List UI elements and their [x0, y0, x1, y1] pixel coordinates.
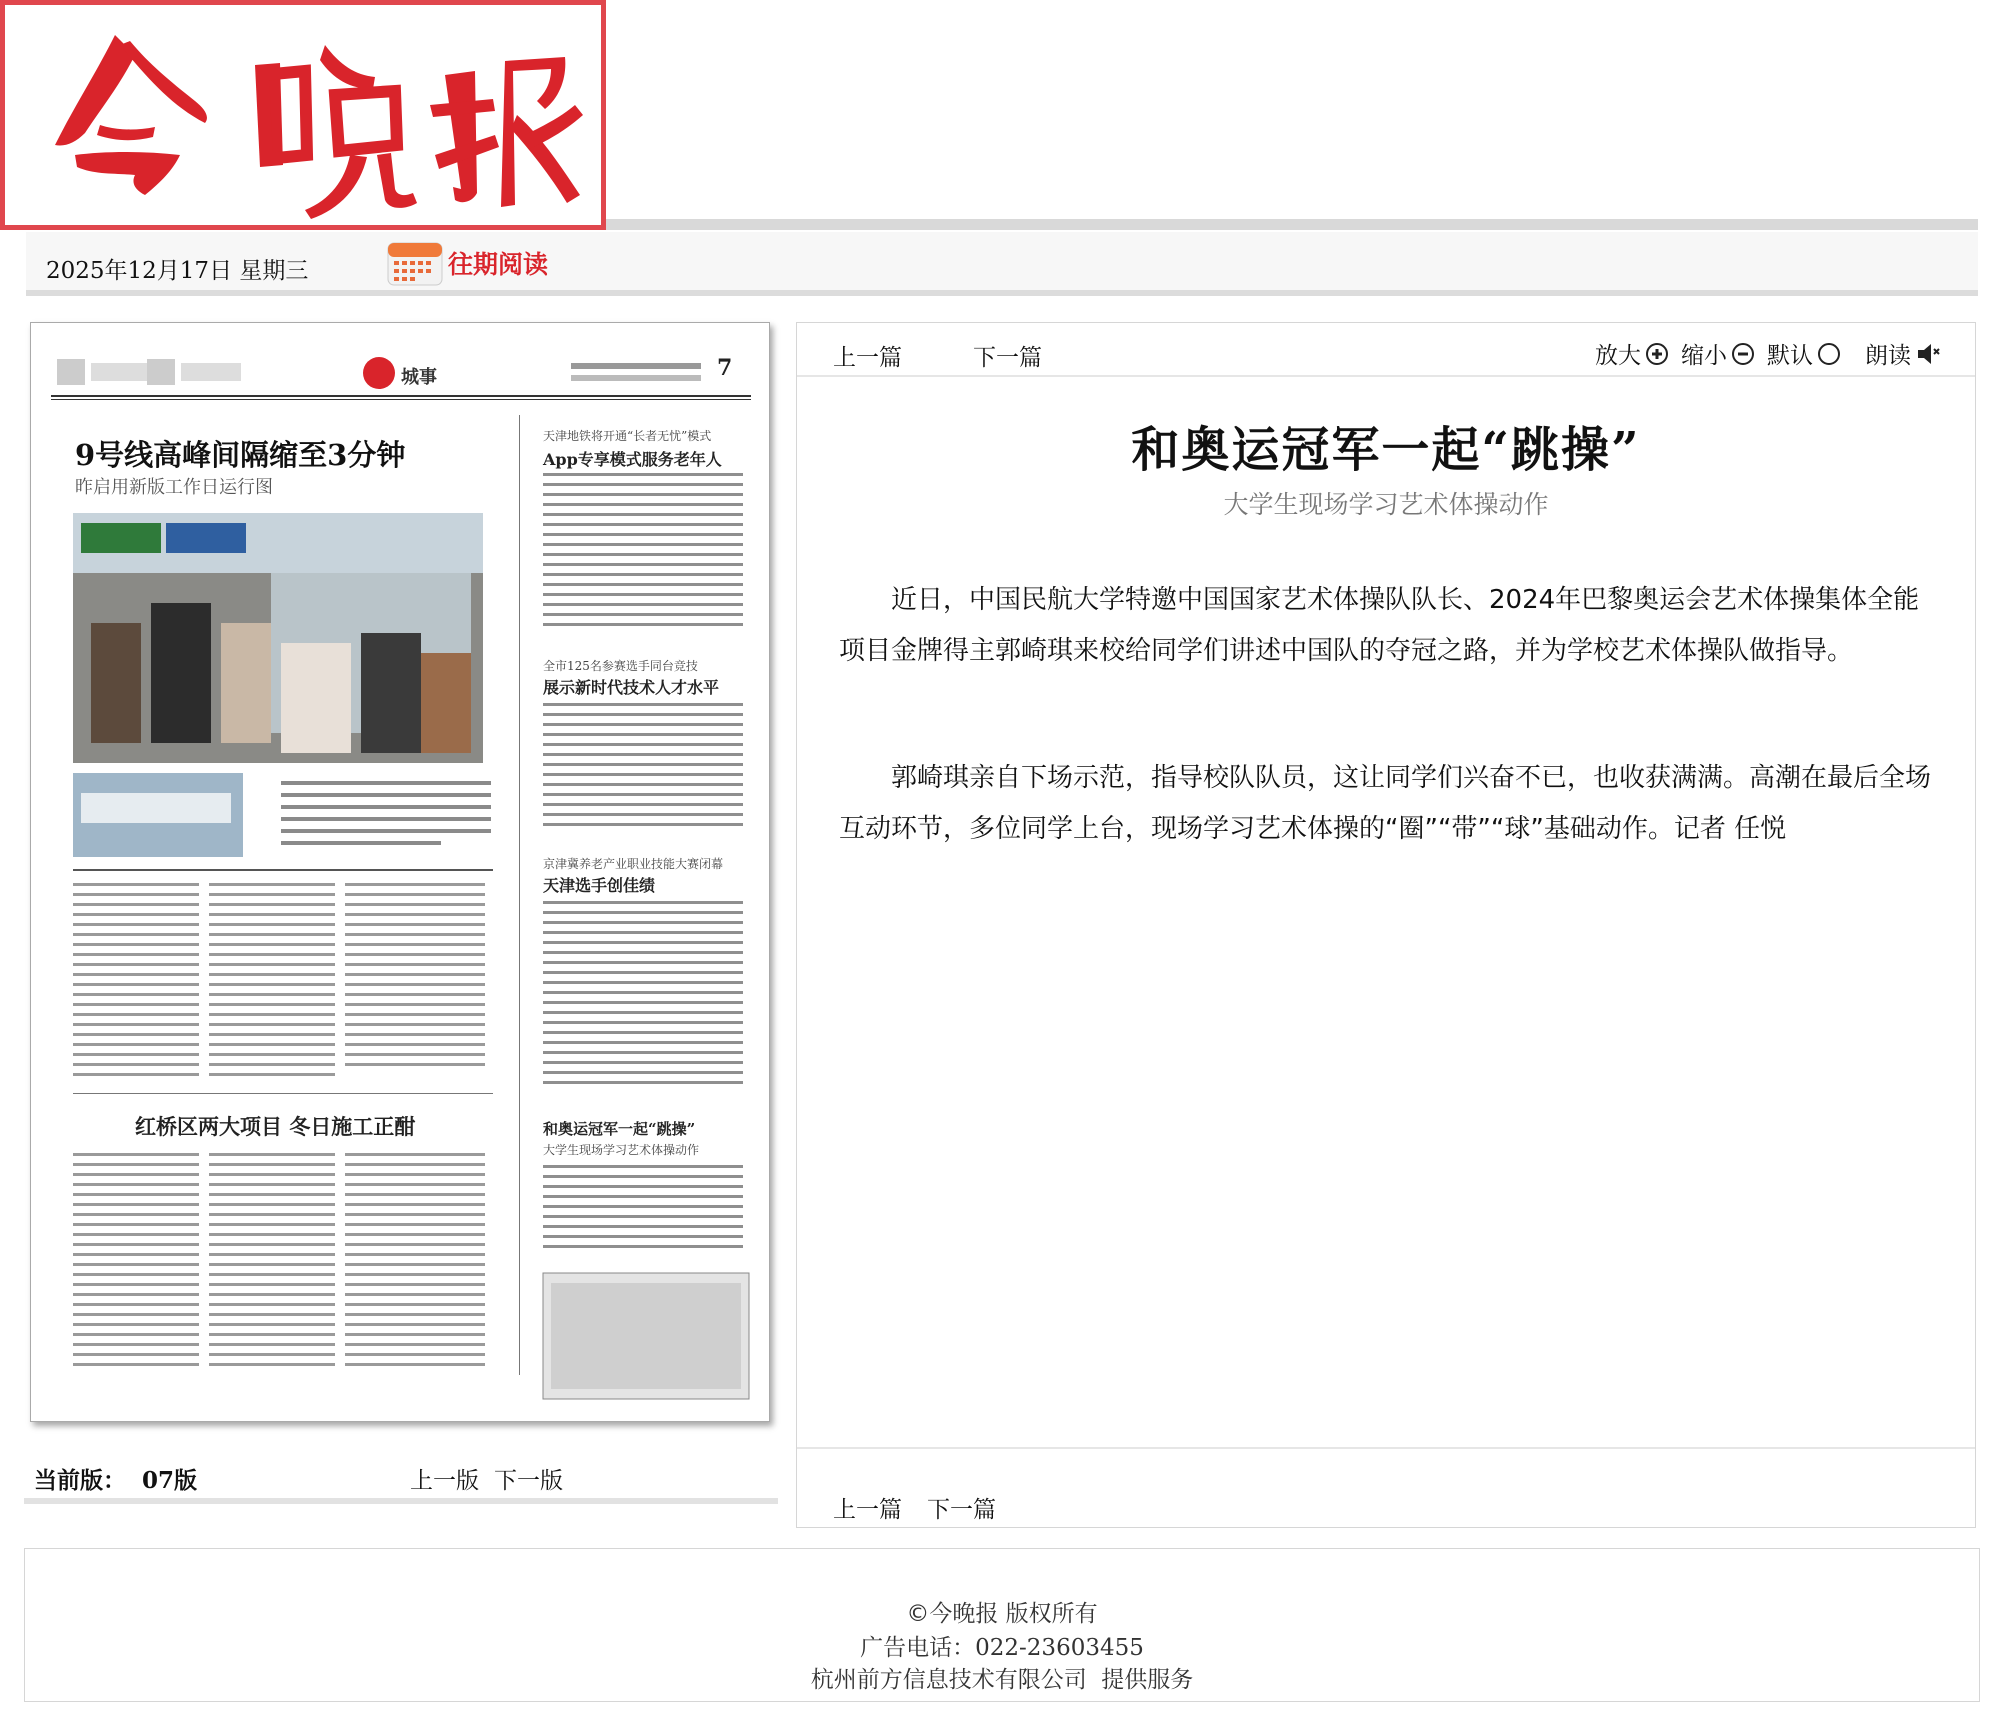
ad-phone-text: 广告电话：022-23603455	[860, 1635, 1144, 1661]
calendar-icon	[386, 239, 444, 287]
speaker-icon	[1915, 341, 1941, 367]
prev-article-link-bottom[interactable]: 上一篇	[833, 1497, 902, 1523]
zoom-out-button[interactable]	[1681, 337, 1755, 370]
zoom-out-label: 缩小	[1681, 343, 1727, 369]
zoom-in-button[interactable]	[1595, 337, 1669, 370]
next-edition-link[interactable]: 下一版	[494, 1468, 563, 1494]
circle-icon	[1817, 342, 1841, 366]
edition-bar	[24, 1448, 778, 1504]
issue-date: 2025年12月17日 星期三	[46, 258, 309, 284]
section-logo-icon	[363, 357, 395, 389]
qr-code-icon	[147, 359, 175, 385]
np-side-title-4[interactable]: 和奥运冠军一起“跳操”	[543, 1120, 696, 1138]
np-side-title-1[interactable]: App专享模式服务老年人	[543, 450, 722, 469]
article-bottom-nav	[797, 1447, 1975, 1529]
masthead-divider	[606, 219, 1978, 230]
read-aloud-button[interactable]	[1865, 337, 1941, 370]
article-toolbar	[797, 323, 1975, 377]
archive-label: 往期阅读	[448, 250, 549, 279]
np-side-kicker-3: 京津冀养老产业职业技能大赛闭幕	[543, 857, 724, 871]
np-side-kicker-1: 天津地铁将开通“长者无忧”模式	[543, 429, 712, 443]
prev-edition-link[interactable]: 上一版	[410, 1468, 479, 1494]
reset-size-button[interactable]	[1767, 337, 1841, 370]
minus-circle-icon	[1731, 342, 1755, 366]
np-side-title-3[interactable]: 天津选手创佳绩	[543, 876, 656, 895]
np-main-headline[interactable]: 9号线高峰间隔缩至3分钟	[75, 438, 406, 472]
current-edition-label: 当前版： 07版	[34, 1467, 198, 1494]
newspaper-page-image[interactable]	[30, 322, 770, 1422]
prev-article-link[interactable]: 上一篇	[833, 345, 902, 371]
newspaper-logo-calligraphy	[5, 5, 601, 225]
date-bar	[26, 232, 1978, 296]
article-subtitle: 大学生现场学习艺术体操动作	[1223, 490, 1549, 519]
article-title: 和奥运冠军一起“跳操”	[1131, 422, 1641, 478]
qr-code-icon	[57, 359, 85, 385]
article-paragraph: 郭崎琪亲自下场示范，指导校队队员，这让同学们兴奋不已，也收获满满。高潮在最后全场互动环节，多位同学上台，现场学习艺术体操的“圈”“带”“球”基础动作。记者 任悦	[839, 763, 1932, 844]
article-panel	[796, 322, 1976, 1528]
np-side-title-2[interactable]: 展示新时代技术人才水平	[543, 678, 720, 697]
zoom-in-label: 放大	[1595, 343, 1641, 369]
next-article-link-bottom[interactable]: 下一篇	[927, 1497, 996, 1523]
np-section-name: 城事	[401, 367, 437, 388]
np-side-kicker-2: 全市125名参赛选手同台竞技	[543, 659, 698, 673]
np-bottom-headline[interactable]: 红桥区两大项目 冬日施工正酣	[135, 1114, 416, 1139]
archive-link[interactable]	[386, 238, 548, 288]
next-article-link[interactable]: 下一篇	[973, 345, 1042, 371]
np-page-number: 7	[717, 355, 733, 381]
read-aloud-label: 朗读	[1865, 343, 1911, 369]
copyright-text: ©今晚报 版权所有	[906, 1601, 1098, 1627]
np-side-kicker-4: 大学生现场学习艺术体操动作	[543, 1143, 700, 1157]
plus-circle-icon	[1645, 342, 1669, 366]
np-main-subheadline: 昨启用新版工作日运行图	[75, 477, 273, 498]
reset-label: 默认	[1767, 343, 1813, 369]
logo[interactable]	[0, 0, 606, 230]
footer	[24, 1548, 1980, 1702]
article-paragraph: 近日，中国民航大学特邀中国国家艺术体操队队长、2024年巴黎奥运会艺术体操集体全能项目金牌得主郭崎琪来校给同学们讲述中国队的夺冠之路，并为学校艺术体操队做指导。	[839, 585, 1920, 666]
service-provider-text: 杭州前方信息技术有限公司 提供服务	[810, 1667, 1194, 1693]
